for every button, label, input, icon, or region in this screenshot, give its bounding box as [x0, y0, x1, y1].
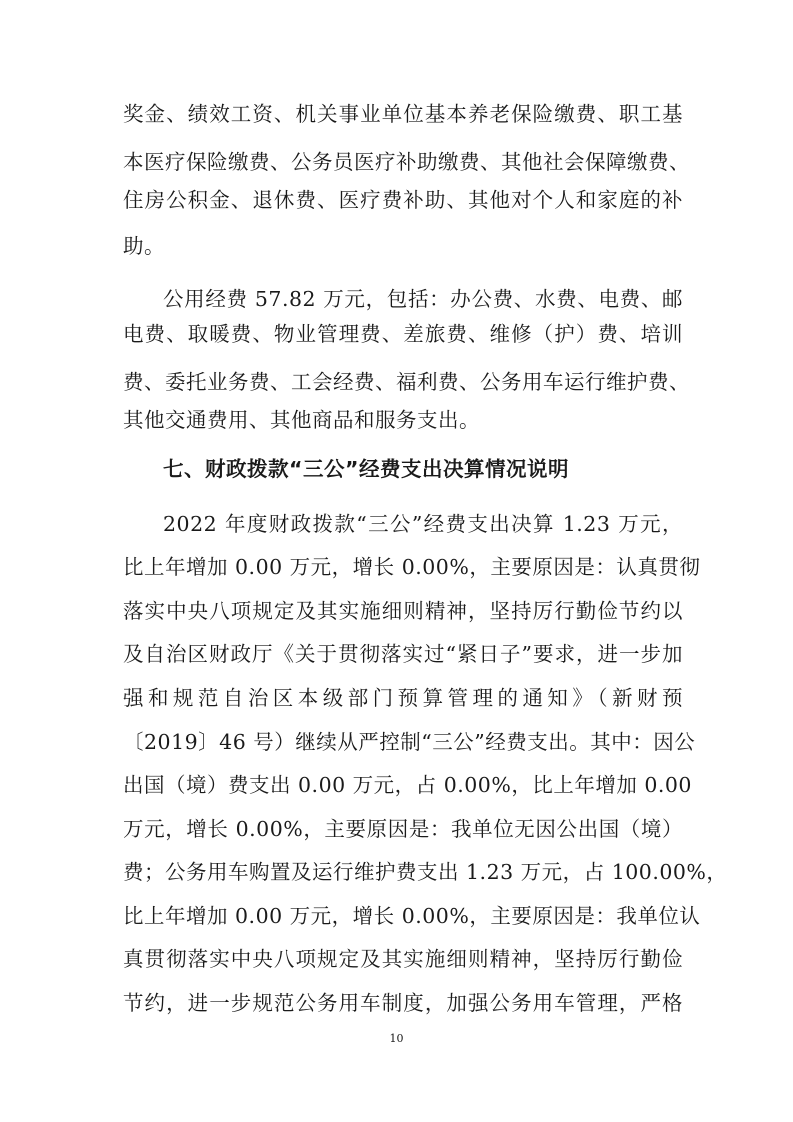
paragraph-2-line-4: 其他交通费用、其他商品和服务支出。 [123, 408, 480, 432]
section-heading: 七、财政拨款“三公”经费支出决算情况说明 [163, 457, 569, 481]
paragraph-2-line-1: 公用经费 57.82 万元，包括：办公费、水费、电费、邮 [163, 287, 683, 311]
paragraph-3-line-4: 及自治区财政厅《关于贯彻落实过“紧日子”要求，进一步加 [123, 642, 683, 666]
paragraph-3-line-12: 节约，进一步规范公务用车制度，加强公务用车管理，严格 [123, 991, 683, 1015]
paragraph-3-line-7: 出国（境）费支出 0.00 万元，占 0.00%，比上年增加 0.00 [123, 773, 692, 797]
paragraph-3-line-6: 〔2019〕46 号）继续从严控制“三公”经费支出。其中：因公 [123, 730, 696, 754]
paragraph-2-line-3: 费、委托业务费、工会经费、福利费、公务用车运行维护费、 [123, 370, 690, 394]
paragraph-3-line-3: 落实中央八项规定及其实施细则精神，坚持厉行勤俭节约以 [123, 599, 683, 623]
paragraph-1-line-1: 奖金、绩效工资、机关事业单位基本养老保险缴费、职工基 [123, 102, 683, 126]
paragraph-3-line-5: 强和规范自治区本级部门预算管理的通知》（新财预 [123, 686, 683, 710]
page-number: 10 [389, 1032, 404, 1045]
paragraph-2-line-2: 电费、取暖费、物业管理费、差旅费、维修（护）费、培训 [123, 322, 683, 346]
paragraph-1-line-4: 助。 [123, 234, 165, 258]
paragraph-3-line-9: 费；公务用车购置及运行维护费支出 1.23 万元，占 100.00%， [123, 860, 728, 884]
paragraph-1-line-2: 本医疗保险缴费、公务员医疗补助缴费、其他社会保障缴费、 [123, 150, 690, 174]
paragraph-3-line-1: 2022 年度财政拨款“三公”经费支出决算 1.23 万元， [163, 512, 683, 536]
paragraph-3-line-11: 真贯彻落实中央八项规定及其实施细则精神，坚持厉行勤俭 [123, 947, 683, 971]
paragraph-3-line-10: 比上年增加 0.00 万元，增长 0.00%，主要原因是：我单位认 [123, 904, 701, 928]
paragraph-1-line-3: 住房公积金、退休费、医疗费补助、其他对个人和家庭的补 [123, 188, 683, 212]
paragraph-3-line-2: 比上年增加 0.00 万元，增长 0.00%，主要原因是：认真贯彻 [123, 555, 701, 579]
paragraph-3-line-8: 万元，增长 0.00%，主要原因是：我单位无因公出国（境） [123, 817, 683, 841]
